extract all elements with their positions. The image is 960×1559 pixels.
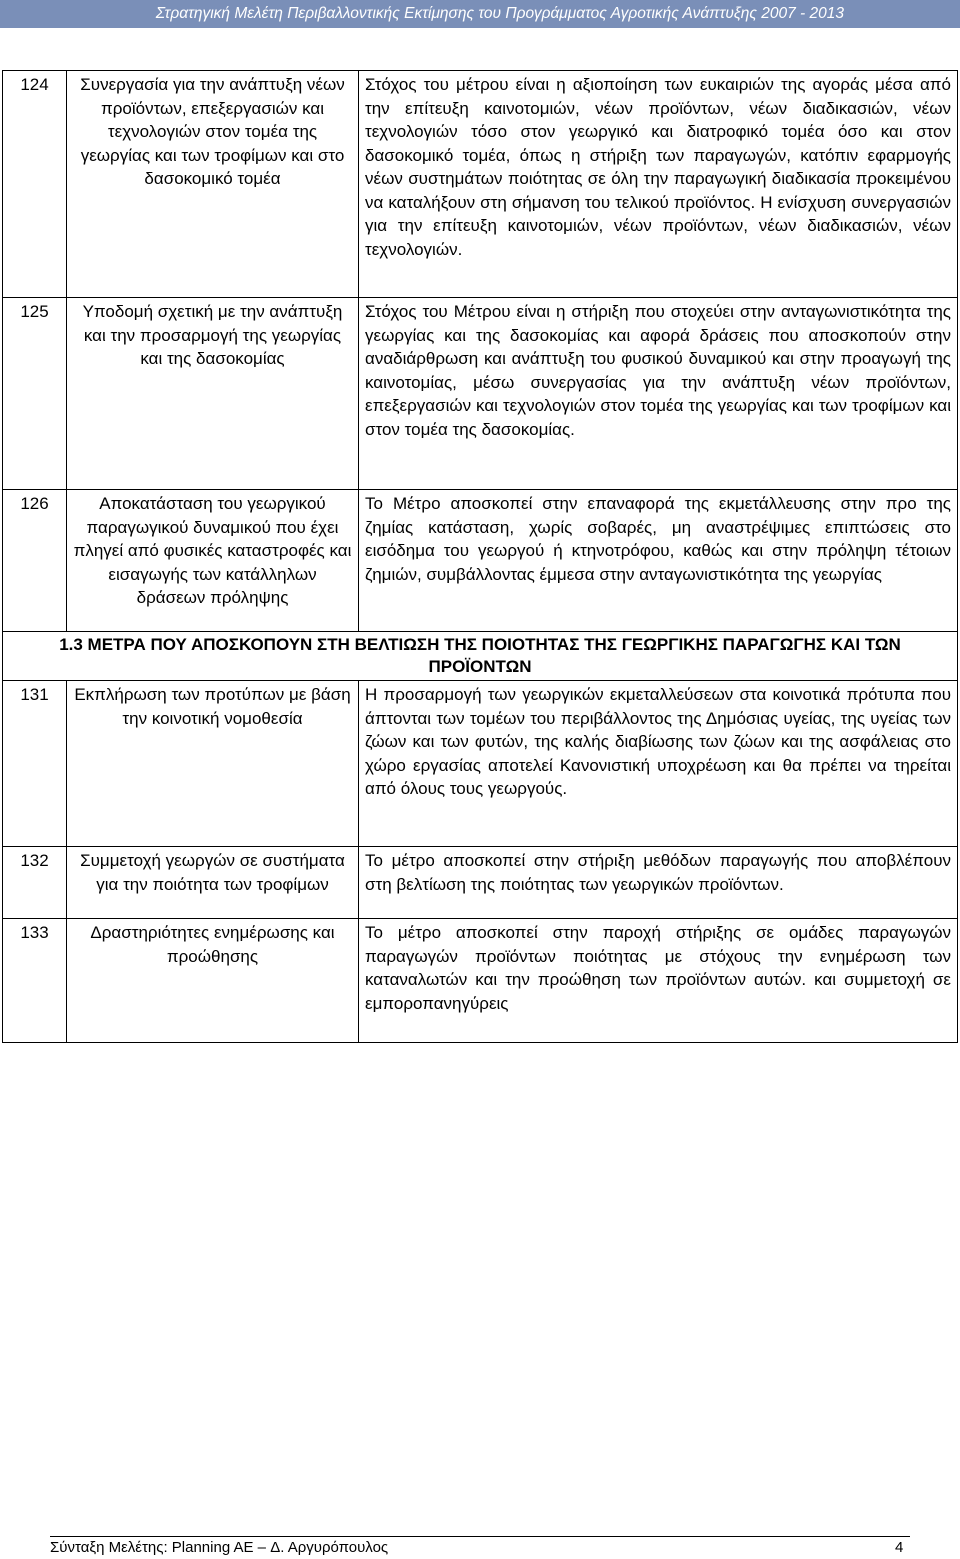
measure-code: 131 bbox=[3, 681, 67, 847]
measure-description: Το μέτρο αποσκοπεί στην στήριξη μεθόδων παραγωγής που αποβλέπουν στη βελτίωση της ποιότητας των γεωργικών προϊόντων. bbox=[359, 847, 958, 919]
page-number: 4 bbox=[895, 1539, 904, 1556]
table-row bbox=[3, 298, 958, 490]
measure-description: Στόχος του Μέτρου είναι η στήριξη που στοχεύει στην ανταγωνιστικότητα της γεωργίας και της δασοκομίας και αφορά δράσεις που αποσκοπούν στην αναδιάρθρωση και ανάπτυξη του φυσικού δυναμικού και στην προαγωγή της καινοτομίας, μέσω συνεργασίας για την ανάπτυξη νέων προϊόντων, επεξεργασιών και τεχνολογιών στον τομέα της γεωργίας και των τροφίμων και στον τομέα της δασοκομίας. bbox=[359, 298, 958, 490]
table-row bbox=[3, 847, 958, 919]
measure-title: Αποκατάσταση του γεωργικού παραγωγικού δυναμικού που έχει πληγεί από φυσικές καταστροφές και εισαγωγής των κατάλληλων δράσεων πρόληψης bbox=[67, 490, 359, 632]
measure-code: 126 bbox=[3, 490, 67, 632]
measure-code: 133 bbox=[3, 919, 67, 1043]
measure-code: 132 bbox=[3, 847, 67, 919]
table-row bbox=[3, 681, 958, 847]
table-row bbox=[3, 71, 958, 298]
measure-title: Εκπλήρωση των προτύπων με βάση την κοινοτική νομοθεσία bbox=[67, 681, 359, 847]
table-row bbox=[3, 919, 958, 1043]
measure-description: Το μέτρο αποσκοπεί στην παροχή στήριξης σε ομάδες παραγωγών παραγωγών προϊόντων ποιότητας με στόχους την ενημέρωση των καταναλωτών και την προώθηση των προϊόντων αυτών. και συμμετοχή σε εμποροπανηγύρεις bbox=[359, 919, 958, 1043]
measure-description: Στόχος του μέτρου είναι η αξιοποίηση των ευκαιριών της αγοράς μέσα από την επίτευξη καινοτομιών, νέων προϊόντων, νέων διαδικασιών, νέων τεχνολογιών τόσο στον γεωργικό και διατροφικό τομέα όσο και στον δασοκομικό τομέα, όπως η στήριξη των παραγωγών, κατόπιν εφαρμογής νέων συστημάτων ποιότητας σε όλη την παραγωγική διαδικασία προκειμένου να καταλήξουν στη σήμανση του τελικού προϊόντος. Η ενίσχυση συνεργασιών για την επίτευξη καινοτομιών, νέων προϊόντων, νέων διαδικασιών, νέων τεχνολογιών. bbox=[359, 71, 958, 298]
measure-code: 124 bbox=[3, 71, 67, 298]
measure-title: Δραστηριότητες ενημέρωσης και προώθησης bbox=[67, 919, 359, 1043]
section-heading-row bbox=[3, 632, 958, 681]
measure-description: Το Μέτρο αποσκοπεί στην επαναφορά της εκμετάλλευσης στην προ της ζημίας κατάσταση, χωρίς σοβαρές, μη αναστρέψιμες επιπτώσεις στο εισόδημα του γεωργού ή κτηνοτρόφου, καθώς και στην πρόληψη τέτοιων ζημιών, συμβάλλοντας έμμεσα στην ανταγωνιστικότητα της γεωργίας bbox=[359, 490, 958, 632]
measures-table bbox=[2, 70, 958, 1043]
table-row bbox=[3, 490, 958, 632]
footer-divider bbox=[50, 1536, 910, 1537]
section-heading: 1.3 ΜΕΤΡΑ ΠΟΥ ΑΠΟΣΚΟΠΟΥΝ ΣΤΗ ΒΕΛΤΙΩΣΗ ΤΗΣ ΠΟΙΟΤΗΤΑΣ ΤΗΣ ΓΕΩΡΓΙΚΗΣ ΠΑΡΑΓΩΓΗΣ ΚΑΙ ΤΩΝ ΠΡΟΪΟΝΤΩΝ bbox=[3, 632, 958, 681]
measure-title: Υποδομή σχετική με την ανάπτυξη και την προσαρμογή της γεωργίας και της δασοκομίας bbox=[67, 298, 359, 490]
measure-title: Συμμετοχή γεωργών σε συστήματα για την ποιότητα των τροφίμων bbox=[67, 847, 359, 919]
measure-title: Συνεργασία για την ανάπτυξη νέων προϊόντων, επεξεργασιών και τεχνολογιών στον τομέα της γεωργίας και των τροφίμων και στο δασοκομικό τομέα bbox=[67, 71, 359, 298]
footer-author: Σύνταξη Μελέτης: Planning AE – Δ. Αργυρόπουλος bbox=[50, 1539, 389, 1556]
running-header: Στρατηγική Μελέτη Περιβαλλοντικής Εκτίμησης του Προγράμματος Αγροτικής Ανάπτυξης 2007 - 2013 bbox=[0, 0, 960, 28]
measure-code: 125 bbox=[3, 298, 67, 490]
measure-description: Η προσαρμογή των γεωργικών εκμεταλλεύσεων στα κοινοτικά πρότυπα που άπτονται των τομέων του περιβάλλοντος της Δημόσιας υγείας, της υγείας των ζώων και των φυτών, της καλής διαβίωσης των ζώων και της ασφάλειας στο χώρο εργασίας αποτελεί Κανονιστική υποχρέωση και θα πρέπει να τηρείται από όλους τους γεωργούς. bbox=[359, 681, 958, 847]
